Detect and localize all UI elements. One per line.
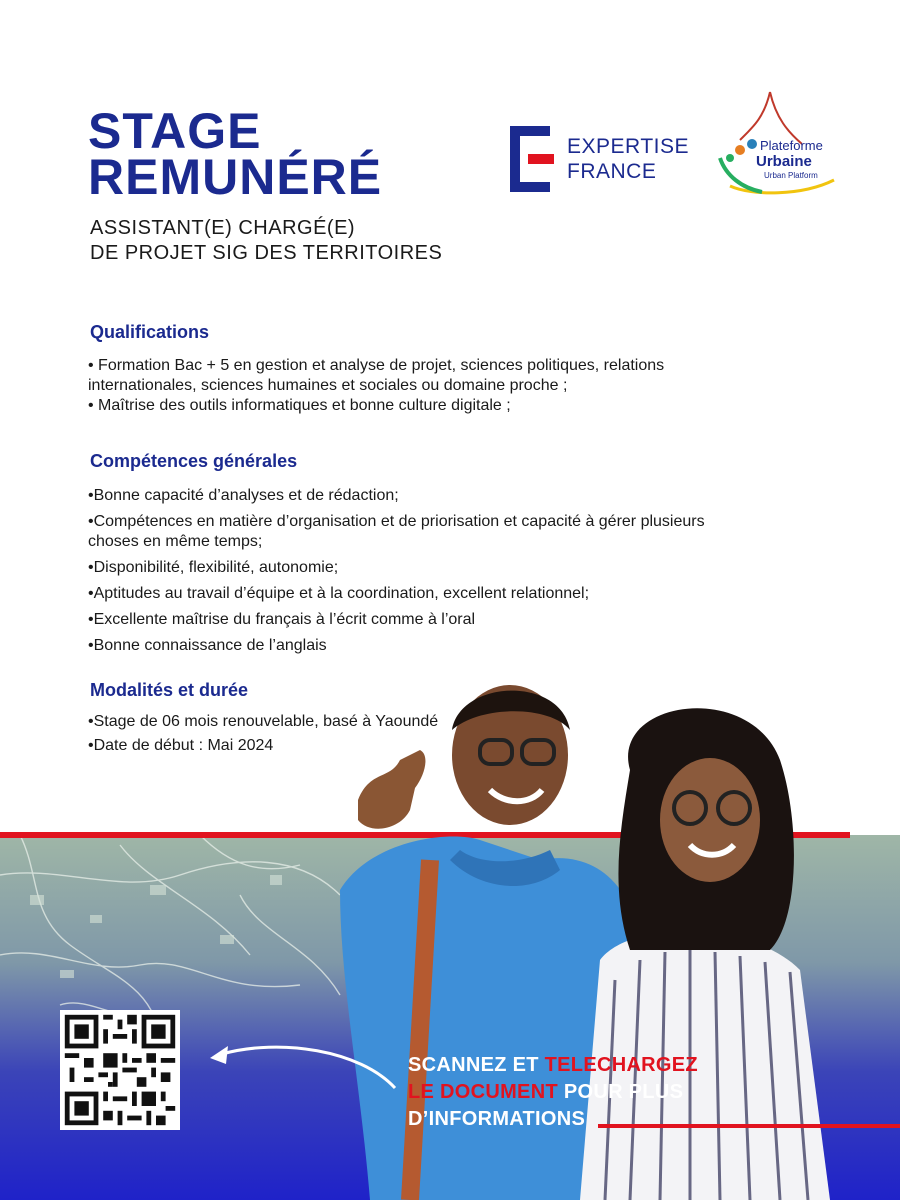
cta-text: SCANNEZ ET TELECHARGEZ LE DOCUMENT POUR PLUS D’INFORMATIONS [408,1054,698,1130]
subtitle-line-2: DE PROJET SIG DES TERRITOIRES [90,242,443,264]
list-item: •Disponibilité, flexibilité, autonomie; [88,559,339,576]
title-line-2: REMUNÉRÉ [88,149,383,205]
list-item: •Bonne capacité d’analyses et de rédaction; [88,487,399,504]
list-item: • Formation Bac + 5 en gestion et analyse de projet, sciences politiques, relations internationales, sciences humaines et sociales ou domaine proche ; [88,357,665,394]
svg-text:Urbaine: Urbaine [756,153,812,170]
qr-code[interactable] [60,1010,180,1130]
list-item: •Date de début : Mai 2024 [88,737,274,754]
list-item: •Aptitudes au travail d’équipe et à la coordination, excellent relationnel; [88,585,590,602]
expertise-france-wordmark: EXPERTISE FRANCE [567,135,689,183]
cta-underline [598,1124,900,1128]
subtitle-line-1: ASSISTANT(E) CHARGÉ(E) [90,217,356,239]
arrow-left-icon [200,1030,400,1090]
modalites-heading: Modalités et durée [90,680,249,700]
qr-code-icon [60,1010,180,1130]
svg-text:Plateforme: Plateforme [760,138,823,153]
plateforme-urbaine-logo-icon [712,88,852,200]
qualifications-heading: Qualifications [90,322,210,342]
position-subtitle [90,216,442,266]
svg-text:Urban Platform: Urban Platform [764,171,818,180]
competences-heading: Compétences générales [90,451,298,471]
page-title [88,103,383,205]
list-item: •Bonne connaissance de l’anglais [88,637,327,654]
competences-list [88,486,738,662]
list-item: •Stage de 06 mois renouvelable, basé à Yaoundé [88,713,439,730]
list-item: •Compétences en matière d’organisation et de priorisation et capacité à gérer plusieurs choses en même temps; [88,513,705,550]
title-line-1: STAGE [88,103,262,159]
qualifications-list [88,356,728,416]
list-item: •Excellente maîtrise du français à l’écrit comme à l’oral [88,611,476,628]
list-item: • Maîtrise des outils informatiques et bonne culture digitale ; [88,397,511,414]
